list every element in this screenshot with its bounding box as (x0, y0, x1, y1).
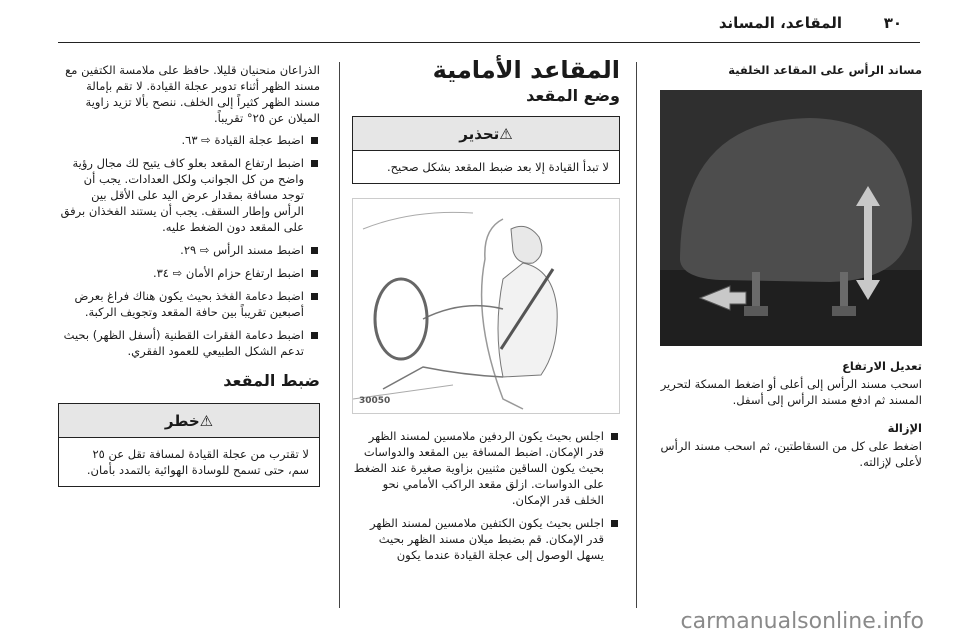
list-item: اضبط دعامة الفخذ بحيث يكون هناك فراغ بعرض أصبعين تقريباً بين حافة المقعد وتجويف الركبة. (58, 288, 320, 320)
caution-box (58, 403, 320, 487)
front-seats-title: المقاعد الأمامية (432, 56, 620, 84)
height-adjust-text: اسحب مسند الرأس إلى أعلى أو اضغط المسكة لتحرير المسند ثم ادفع مسند الرأس إلى أسفل. (660, 377, 922, 407)
headrest-photo (660, 90, 922, 346)
column-divider-left (339, 62, 340, 608)
caution-text: لا تقترب من عجلة القيادة لمسافة تقل عن ٢٥ سم، حتى تسمح للوسادة الهوائية بالتمدد بأمان. (86, 447, 309, 477)
warning-title: ⚠تحذير (353, 117, 619, 151)
header-divider (58, 42, 920, 43)
seat-adjustment-heading: ضبط المقعد (223, 371, 320, 390)
page-number: ٣٠ (883, 14, 902, 32)
caution-title: ⚠خطر (59, 404, 319, 438)
removal-title: الإزالة (887, 421, 922, 435)
warning-box (352, 116, 620, 184)
seating-illustration (352, 198, 620, 414)
column-divider-right (636, 62, 637, 608)
rear-headrests-heading: مساند الرأس على المقاعد الخلفية (728, 63, 922, 77)
figure-code: 30050 (359, 396, 391, 406)
list-item: اضبط دعامة الفقرات القطنية (أسفل الظهر) بحيث تدعم الشكل الطبيعي للعمود الفقري. (58, 327, 320, 359)
list-item: اجلس بحيث يكون الردفين ملامسين لمسند الظهر قدر الإمكان. اضبط المسافة بين المقعد والدواسات بحيث يكون الساقين مثنيين بزاوية صغيرة عند الضغط على الدواسات. ازلق مقعد الراكب الأمامي نحو الخلف قدر الإمكان. (352, 428, 620, 508)
running-section-title: المقاعد، المساند (718, 14, 842, 32)
height-adjust-title: تعديل الارتفاع (842, 359, 922, 373)
list-item: اضبط عجلة القيادة ⇨ ٦٣. (58, 132, 320, 148)
column-rear-headrests (640, 62, 922, 476)
list-item: اضبط ارتفاع المقعد بعلو كاف يتيح لك مجال رؤية واضح من كل الجوانب ولكل العدادات. يجب أن توجد مسافة بمقدار عرض اليد على الأقل بين الرأس وإطار السقف. يجب أن يستند الفخذان برفق على المقعد دون الضغط عليه. (58, 155, 320, 235)
list-item: اجلس بحيث يكون الكتفين ملامسين لمسند الظهر قدر الإمكان. قم بضبط ميلان مسند الظهر بحيث يسهل الوصول إلى عجلة القيادة عندما يكون (352, 515, 620, 563)
column-seat-adjustment (58, 62, 320, 501)
list-item: اضبط مسند الرأس ⇨ ٢٩. (58, 242, 320, 258)
warning-text: لا تبدأ القيادة إلا بعد ضبط المقعد بشكل صحيح. (386, 160, 609, 174)
removal-text: اضغط على كل من السقاطتين، ثم اسحب مسند الرأس لأعلى لإزالته. (660, 439, 922, 469)
column-front-seats (352, 56, 620, 570)
seat-position-subtitle: وضع المقعد (526, 86, 620, 105)
continued-text: الذراعان منحنيان قليلا. حافظ على ملامسة الكتفين مع مسند الظهر أثناء تدوير عجلة القيادة. لا تقم بإمالة مسند الظهر كثيراً إلى الخلف. ننصح بألا تزيد زاوية الميلان عن ٢٥° تقريباً. (65, 63, 320, 125)
list-item: اضبط ارتفاع حزام الأمان ⇨ ٣٤. (58, 265, 320, 281)
page-header (0, 0, 960, 44)
watermark-text: carmanualsonline.info (680, 609, 924, 634)
